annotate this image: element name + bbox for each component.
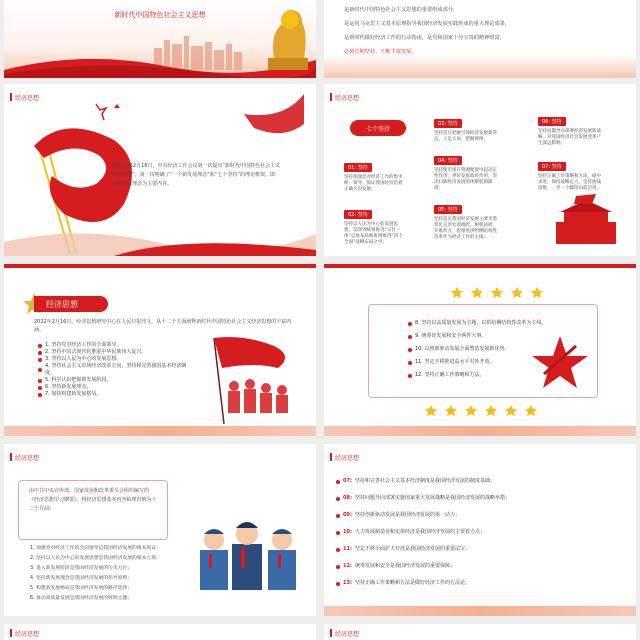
list-item-text: 2. 坚持中国式现代化推进中华民族伟大复兴。 <box>45 349 147 355</box>
header-strip <box>4 264 316 268</box>
body-text: 2017年12月18日，中央经济工作会议第一次提出“新时代中国特色社会主义经济思想”，第一次明确了“一个新发展理念”和“七个坚持”的理论框架，即：以新发展理念为主要内容。 <box>112 163 281 187</box>
bottom-wave <box>324 426 636 436</box>
list-item: 3. 进入新发展阶段是我国经济发展的历史方位； <box>30 566 133 571</box>
bullet-dot <box>38 393 42 397</box>
item-text: 坚持问题导向部署实施国家重大发展战略是我国经济发展的战略举措； <box>354 495 510 501</box>
text-line: 是新时代做好经济工作的行动指南，是党和国家十分宝贵的精神财富， <box>344 35 505 41</box>
slide-9[interactable] <box>4 624 316 640</box>
text-line: 是运用马克思主义基本原理指导我国经济发展实践形成的重大理论成果， <box>344 21 511 27</box>
red-star-emblem-icon <box>530 334 590 394</box>
bullet-dot <box>336 497 340 501</box>
bullet-dot <box>38 368 42 372</box>
item-number: 03: 坚持 <box>434 119 462 128</box>
section-tag <box>330 452 359 462</box>
item-number: 07: <box>343 478 352 484</box>
list-item-text: 5. 科学认识把握新发展阶段。 <box>45 377 112 383</box>
item-text: 坚持和完善社会主义基本经济制度是我国经济发展的制度基础； <box>354 478 495 484</box>
bullet-dot <box>336 480 340 484</box>
item-text: 坚持使市场在资源配置中起决定性作用，更好发挥政府作用，坚决扫除经济发展的体制机制障碍； <box>434 168 497 191</box>
item-text: 统筹发展和安全是我国经济发展的重要保障； <box>354 563 455 569</box>
slide-10[interactable] <box>324 624 636 640</box>
list-item-text: 3. 坚持以人民为中心的发展思想。 <box>45 356 122 362</box>
slide-8[interactable] <box>324 444 636 616</box>
bullet-dot <box>408 374 412 378</box>
list-item: 1. 加强党对经济工作的全面领导是我国经济发展的根本保证； <box>30 546 161 551</box>
list-item <box>408 320 598 327</box>
item-number: 07: 坚持 <box>538 162 566 171</box>
list-item <box>336 580 626 587</box>
star-row-bottom-icon <box>424 404 544 418</box>
list-item <box>38 391 188 398</box>
list-item <box>38 384 188 391</box>
item-text: 坚定不移全面扩大开放是我国经济发展的重要法宝； <box>354 546 470 552</box>
slide-4[interactable] <box>324 84 636 256</box>
bullet-dot <box>38 386 42 390</box>
list-item <box>38 377 188 384</box>
heading-text: 经济思想 <box>46 299 78 309</box>
item-02 <box>344 201 404 246</box>
list-item-text: 10. 以创新驱动发展全面塑造发展新优势。 <box>415 346 510 352</box>
slide-title: 新时代中国特色社会主义思想 <box>114 11 206 19</box>
list-item: 5. 构建新发展格局是我国经济发展的路径选择； <box>30 586 133 591</box>
list-item <box>336 478 626 485</box>
list-item <box>336 546 626 553</box>
item-text: 坚持创新驱动发展是我国经济发展的第一动力； <box>354 512 460 518</box>
bullet-dot <box>336 548 340 552</box>
item-number: 05: 坚持 <box>434 205 462 214</box>
center-label <box>350 120 406 136</box>
bullet-dot <box>336 565 340 569</box>
item-01 <box>344 154 404 193</box>
list-item-text: 11. 坚定不移推进高水平对外开放。 <box>415 359 495 365</box>
item-text: 坚持加强党对经济工作的集中统一领导，保证我国经济沿着正确方向发展。 <box>344 175 403 192</box>
section-tag-label: 经济思想 <box>15 630 40 638</box>
list-item <box>336 512 626 519</box>
list-item: 6. 推动高质量发展是我国经济发展的鲜明主题； <box>30 596 133 601</box>
bullet-dot <box>336 531 340 535</box>
section-tag-label: 经济思想 <box>15 94 40 102</box>
golden-lion-icon <box>262 4 312 74</box>
section-tag <box>10 452 39 462</box>
flag-bearers-icon <box>184 334 314 424</box>
bottom-wave <box>324 606 636 616</box>
item-text: 坚持以人民为中心的发展思想，贯穿到统筹推进“五位一体”总体布局和协调推进“四个全面”战略布局之中； <box>344 222 403 245</box>
slide-1[interactable] <box>4 0 316 78</box>
item-04 <box>434 147 500 192</box>
item-text: 坚持适应我国经济发展主要矛盾变化完善宏观调控，相机抉择，开准药方，把推进供给侧结构性改革作为经济工作的主线； <box>434 217 497 240</box>
list-item-text: 9. 统筹好发展和安全两件大事。 <box>415 333 487 339</box>
bullet-dot <box>408 348 412 352</box>
list-item-text: 4. 坚持社会主义市场经济改革方向，坚持和完善我国基本经济制度。 <box>45 363 187 376</box>
section-tag-label: 经济思想 <box>335 454 360 462</box>
item-number: 12: <box>343 563 352 569</box>
bullet-dot <box>336 582 340 586</box>
bullet-dot <box>38 344 42 348</box>
item-number: 13: <box>343 580 352 586</box>
slide-2[interactable] <box>324 0 636 78</box>
item-text: 大力发展制造业和实体经济是我国经济发展的主要着力点； <box>354 529 485 535</box>
header-strip <box>324 264 636 268</box>
list-item <box>336 495 626 502</box>
list-item <box>38 349 188 356</box>
intro-text: 由中共中央宣传部、国家发展和改革委员会组织编写的《经济思想学习纲要》，将经济思想基本内容梳理归纳为十三个方面： <box>29 488 157 512</box>
section-tag <box>330 92 359 102</box>
item-05 <box>434 196 500 241</box>
item-03 <box>434 110 500 143</box>
center-label-text: 七个坚持 <box>365 125 390 133</box>
list-item: 2. 坚持以人民为中心的发展思想是我国经济发展的根本立场； <box>30 556 161 561</box>
item-text: 坚持问题导向部署经济发展新战略，对我国经济社会发展变革产生深远影响； <box>538 129 601 146</box>
item-number: 06: 坚持 <box>538 117 566 126</box>
bullet-dot <box>408 335 412 339</box>
list-item-text: 6. 坚持新发展理念。 <box>45 384 92 390</box>
list-item <box>336 529 626 536</box>
list-item <box>38 356 188 363</box>
text-line: 是新时代中国特色社会主义思想的重要组成部分， <box>344 7 459 13</box>
list-item-text: 1. 坚持党对经济工作的全面领导。 <box>45 342 122 348</box>
item-number: 04: 坚持 <box>434 156 462 165</box>
intro-box <box>18 480 168 540</box>
item-06 <box>538 108 602 147</box>
slide-3[interactable] <box>4 84 316 256</box>
bullet-dot <box>408 322 412 326</box>
bullet-dot <box>336 514 340 518</box>
item-number: 02: 坚持 <box>344 210 372 219</box>
item-text: 坚持正确工作策略和方法是做好经济工作的方法论。 <box>354 580 470 586</box>
list-item <box>38 342 188 349</box>
section-tag-label: 经济思想 <box>15 454 40 462</box>
list-item <box>38 363 188 377</box>
bullet-dot <box>38 351 42 355</box>
section-tag <box>330 628 359 638</box>
item-07 <box>538 153 602 192</box>
item-text: 坚持正确工作策略和方法，稳中求进，保持战略定力，坚持底线思维，一步一个脚印向前迈进。 <box>538 174 601 191</box>
item-number: 11: <box>343 546 352 552</box>
saluting-people-icon <box>190 504 310 594</box>
tiananmen-icon <box>546 192 626 252</box>
item-number: 01: 坚持 <box>344 163 372 172</box>
item-number: 09: <box>343 512 352 518</box>
slide-7[interactable] <box>4 444 316 616</box>
star-row-top-icon <box>450 286 550 300</box>
list-item <box>336 563 626 570</box>
bullet-dot <box>408 361 412 365</box>
item-text: 坚持适应把握引领经济发展新常态，立足大局，把握规律； <box>434 131 497 142</box>
section-tag-label: 经济思想 <box>335 630 360 638</box>
list-item-text: 7. 加快构建新发展格局。 <box>45 391 102 397</box>
slide-6[interactable] <box>324 264 636 436</box>
item-number: 10: <box>343 529 352 535</box>
bullet-dot <box>38 379 42 383</box>
emphasis-text: 必须长期坚持、不断丰富发展。 <box>344 49 417 55</box>
heading-pill <box>34 296 108 312</box>
bullet-dot <box>38 358 42 362</box>
intro-text: 2022年2月16日，经济思想研究中心在人民日报刊文，从十二个方面阐释新时代中国特色社会主义经济思想的丰富内涵。 <box>34 319 292 333</box>
section-tag <box>10 628 39 638</box>
bottom-wave <box>4 426 316 436</box>
slide-5[interactable] <box>4 264 316 436</box>
section-tag-label: 经济思想 <box>335 94 360 102</box>
item-number: 08: <box>343 495 352 501</box>
list-item-text: 8. 坚持以高质量发展为主题，以供给侧结构性改革为主线。 <box>415 320 547 326</box>
list-item: 4. 坚持新发展理念是我国经济发展的指导原则； <box>30 576 133 581</box>
list-item-text: 12. 坚持正确工作策略和方法。 <box>415 372 485 378</box>
